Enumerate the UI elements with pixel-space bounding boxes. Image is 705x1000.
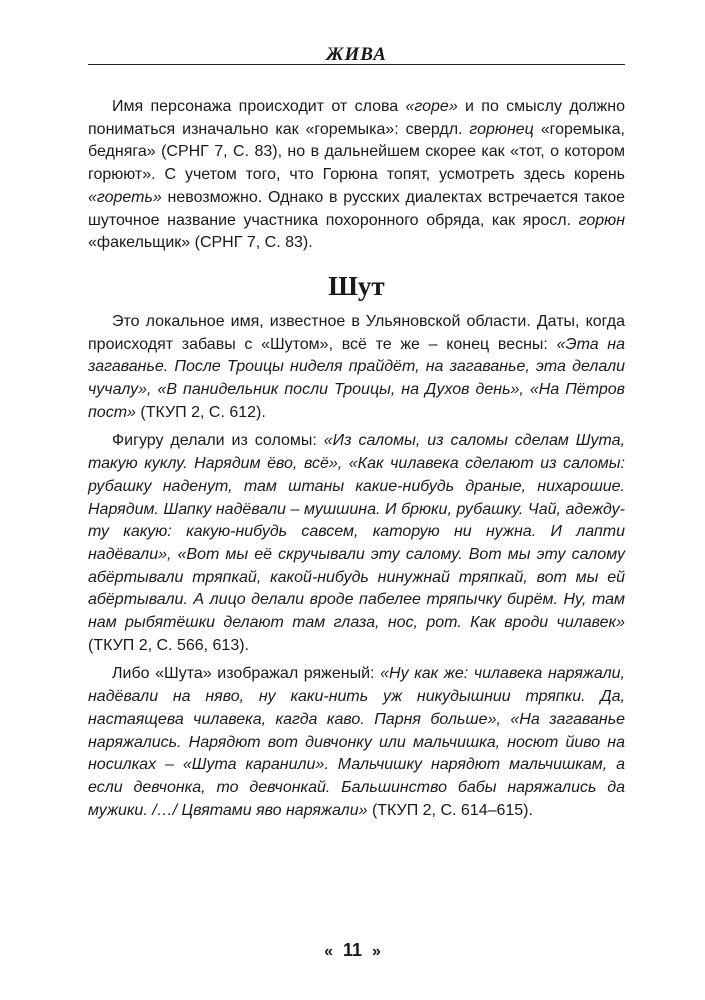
text-run: (ТКУП 2, С. 612). [135,403,266,421]
italic-quote: «гореть» [88,188,162,206]
italic-quote: «Ну как же: чилавека наряжали, надёвали на няво, ну каки-нить уж никудышнии тряпки. Да, настаящева чилавека, кагда каво. Парня больше», «На загаванье наряжались. Нарядют вот дивчонку или мальчишка, носют йиво на носилках – «Шута каранили». Мальчишку нарядют мальчишкам, а если девчонка, то девчонкай. Бальшинство бабы наряжались да мужики. /…/ Цвятами яво наряжали» [88,665,625,819]
paragraph [88,430,625,657]
italic-quote: горюнец [469,120,534,138]
folio-ornament-right: » [372,943,381,960]
text-run: «горемыка, бедняга» (СРНГ 7, С. 83), но в дальнейшем скорее как «тот, о котором горюют». С учетом того, что Горюна топят, усмотреть здесь корень [88,120,625,184]
header-rule [88,64,625,65]
paragraph [88,663,625,822]
running-title: ЖИВА [326,44,387,65]
page-body [88,96,625,828]
text-run: Либо «Шута» изображал ряженый: [112,665,381,683]
text-run: невозможно. Однако в русских диалектах встречается такое шуточное название участника похоронного обряда, как яросл. [88,188,625,229]
italic-quote: «Из саломы, из саломы сделам Шута, такую куклу. Нарядим ёво, всё», «Как чилавека сделают из саломы: рубашку наденут, там штаны какие-нибудь драные, нихарошие. Нарядим. Шапку надёвали – мушшина. И брюки, рубашку. Чай, адежду-ту какую: какую-нибудь савсем, каторую ни нужна. И лапти надёвали», «Вот мы её скручывали эту салому. Вот мы эту салому абёртывали тряпкай, какой-нибудь нинужнай тряпкай, вот мы ей абёртывали. А лицо делали вроде пабелее тряпычку бирём. Ну, там нам рыбятёшки делают там глаза, нос, рот. Как вроди чилавек» [88,432,626,632]
text-run: и по смыслу должно пониматься изначально как «горемыка»: свердл. [88,98,625,138]
folio-ornament-left: « [324,943,333,960]
text-run: (ТКУП 2, С. 614–615). [367,801,533,819]
italic-quote: «Эта на загаванье. После Троицы ниделя прайдёт, на загаванье, эта делали чучалу», «В панидельник посли Троицы, на Духов день», «На Пётров пост» [88,335,625,421]
italic-quote: горюн [578,211,625,229]
text-run: Это локальное имя, известное в Ульяновской области. Даты, когда происходят забавы с «Шутом», всё те же – конец весны: [88,312,625,353]
section-title: Шут [328,270,385,301]
text-run: (ТКУП 2, С. 566, 613). [88,636,249,654]
italic-quote: «горе» [405,98,458,115]
paragraph [88,311,625,425]
text-run: Фигуру делали из соломы: [112,432,324,450]
text-run: Имя персонажа происходит от слова [112,98,406,115]
page-number [0,940,705,961]
running-header [88,42,625,72]
paragraph [88,96,625,255]
page-number-value: 11 [342,940,363,960]
text-run: «факельщик» (СРНГ 7, С. 83). [88,234,313,252]
